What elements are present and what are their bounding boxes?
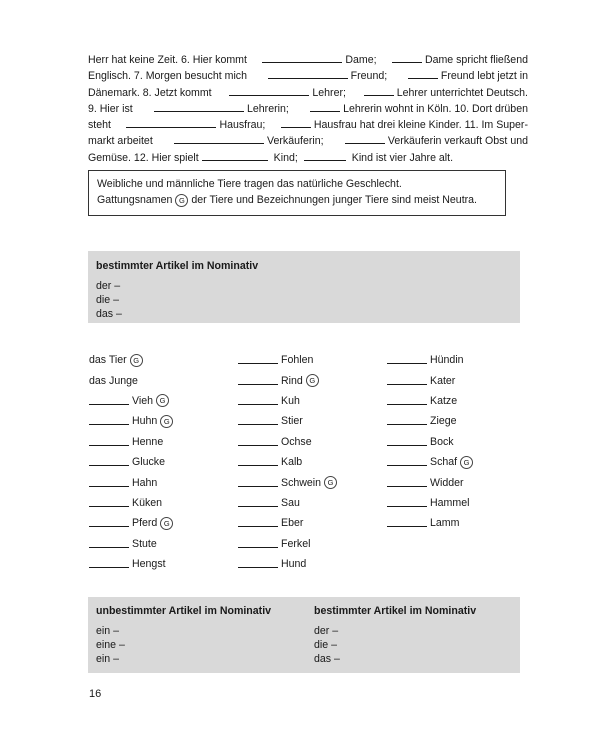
animal-item (238, 432, 340, 452)
article-blank[interactable] (89, 519, 129, 527)
animal-item (238, 493, 340, 513)
answer-blank[interactable] (304, 151, 346, 161)
article-blank[interactable] (387, 499, 427, 507)
answer-blank[interactable] (345, 134, 385, 144)
animal-item (387, 370, 476, 390)
animal-item (238, 391, 340, 411)
article-line: die – (314, 639, 337, 651)
article-blank[interactable] (387, 377, 427, 385)
animal-name: Widder (430, 476, 464, 489)
animal-item (387, 513, 476, 533)
box-heading: unbestimmter Artikel im Nominativ (96, 605, 272, 617)
animal-name: Huhn (132, 415, 158, 428)
article-blank[interactable] (89, 397, 129, 405)
article-blank[interactable] (238, 499, 278, 507)
animal-name: Eber (281, 517, 304, 530)
exercise-line: Herr hat keine Zeit. 6. Hier kommt Dame; Dame spricht fließend (88, 54, 528, 66)
answer-blank[interactable] (174, 134, 264, 144)
article-blank[interactable] (238, 417, 278, 425)
animal-item (238, 370, 340, 390)
exercise-line: Gemüse. 12. Hier spielt Kind; Kind ist vier Jahre alt. (88, 151, 454, 164)
animal-item (238, 472, 340, 492)
exercise-line: markt arbeitet Verkäuferin; Verkäuferin verkauft Obst und (88, 135, 528, 148)
answer-blank[interactable] (229, 86, 309, 96)
g-circle-icon: G (306, 374, 319, 387)
animal-list-column-2 (238, 350, 340, 574)
article-blank[interactable] (89, 499, 129, 507)
animal-name: Katze (430, 394, 458, 407)
exercise-line: steht Hausfrau; Hausfrau hat drei kleine Kinder. 11. Im Super- (88, 119, 528, 132)
answer-blank[interactable] (281, 118, 311, 128)
article-line: das – (96, 308, 122, 320)
page-number: 16 (89, 688, 102, 700)
animal-name: Pferd (132, 517, 158, 530)
g-circle-icon: G (175, 194, 188, 207)
animal-name: das Junge (89, 374, 138, 387)
answer-blank[interactable] (408, 69, 438, 79)
article-blank[interactable] (89, 417, 129, 425)
animal-item (89, 513, 176, 533)
article-blank[interactable] (238, 377, 278, 385)
answer-blank[interactable] (154, 102, 244, 112)
article-blank[interactable] (238, 479, 278, 487)
animal-name: Küken (132, 496, 163, 509)
article-line: die – (96, 294, 119, 306)
animal-item (387, 472, 476, 492)
animal-item (89, 370, 176, 390)
article-blank[interactable] (89, 479, 129, 487)
animal-item (89, 493, 176, 513)
article-blank[interactable] (387, 519, 427, 527)
animal-name: Stute (132, 537, 157, 550)
g-circle-icon: G (130, 354, 143, 367)
article-blank[interactable] (238, 560, 278, 568)
animal-item (387, 391, 476, 411)
animal-item (89, 350, 176, 370)
article-line: ein – (96, 625, 119, 637)
article-blank[interactable] (387, 458, 427, 466)
article-blank[interactable] (89, 540, 129, 548)
g-circle-icon: G (156, 394, 169, 407)
animal-item (238, 554, 340, 574)
article-blank[interactable] (387, 417, 427, 425)
animal-name: Stier (281, 415, 303, 428)
exercise-line: 9. Hier ist Lehrerin; Lehrerin wohnt in Köln. 10. Dort drüben (88, 102, 528, 115)
article-blank[interactable] (89, 458, 129, 466)
animal-name: Kater (430, 374, 456, 387)
box-heading: bestimmter Artikel im Nominativ (96, 260, 259, 272)
article-blank[interactable] (387, 397, 427, 405)
animal-name: Ochse (281, 435, 312, 448)
article-blank[interactable] (238, 438, 278, 446)
article-line: eine – (96, 639, 125, 651)
article-line: ein – (96, 653, 119, 665)
animal-name: das Tier (89, 354, 127, 367)
animal-list-column-1 (89, 350, 176, 574)
g-circle-icon: G (460, 456, 473, 469)
answer-blank[interactable] (268, 69, 348, 79)
exercise-paragraph (88, 52, 528, 166)
animal-item (238, 350, 340, 370)
article-blank[interactable] (238, 397, 278, 405)
animal-name: Hündin (430, 354, 464, 367)
animal-name: Ziege (430, 415, 457, 428)
exercise-line: Englisch. 7. Morgen besucht mich Freund; Freund lebt jetzt in (88, 70, 528, 83)
animal-item (89, 472, 176, 492)
animal-name: Hengst (132, 558, 166, 571)
article-blank[interactable] (387, 438, 427, 446)
animal-name: Rind (281, 374, 303, 387)
article-blank[interactable] (387, 479, 427, 487)
article-line: der – (96, 280, 121, 292)
animal-name: Hund (281, 558, 307, 571)
answer-blank[interactable] (126, 118, 216, 128)
animal-name: Ferkel (281, 537, 311, 550)
animal-item (387, 493, 476, 513)
exercise-line: Dänemark. 8. Jetzt kommt Lehrer; Lehrer unterrichtet Deutsch. (88, 86, 528, 99)
answer-blank[interactable] (262, 53, 342, 63)
g-circle-icon: G (160, 415, 173, 428)
animal-item (238, 411, 340, 431)
article-summary-box (88, 597, 520, 673)
g-circle-icon: G (160, 517, 173, 530)
article-blank[interactable] (89, 438, 129, 446)
animal-list-column-3 (387, 350, 476, 534)
animal-name: Schwein (281, 476, 322, 489)
animal-name: Bock (430, 435, 454, 448)
animal-name: Vieh (132, 394, 154, 407)
animal-item (89, 452, 176, 472)
animal-name: Schaf (430, 456, 458, 469)
animal-name: Sau (281, 496, 300, 509)
animal-item (89, 534, 176, 554)
animal-name: Glucke (132, 456, 165, 469)
animal-name: Kalb (281, 456, 303, 469)
animal-name: Lamm (430, 517, 460, 530)
grammar-note-box: Weibliche und männliche Tiere tragen das natürliche Geschlecht. Gattungsnamen G der Tiere und Bezeichnungen junger Tiere sind meist Neutra. (88, 170, 506, 216)
animal-name: Hammel (430, 496, 470, 509)
animal-item (238, 534, 340, 554)
box-heading: bestimmter Artikel im Nominativ (314, 605, 477, 617)
animal-name: Kuh (281, 394, 300, 407)
article-line: der – (314, 625, 339, 637)
article-blank[interactable] (89, 560, 129, 568)
animal-item (387, 432, 476, 452)
g-circle-icon: G (324, 476, 337, 489)
animal-item (89, 391, 176, 411)
answer-blank[interactable] (202, 151, 268, 161)
animal-item (238, 452, 340, 472)
answer-blank[interactable] (364, 86, 394, 96)
definite-article-box (88, 251, 520, 323)
animal-item (89, 411, 176, 431)
animal-item (387, 452, 476, 472)
animal-item (89, 554, 176, 574)
animal-item (89, 432, 176, 452)
article-blank[interactable] (238, 540, 278, 548)
animal-item (238, 513, 340, 533)
article-blank[interactable] (238, 519, 278, 527)
article-blank[interactable] (238, 458, 278, 466)
animal-name: Hahn (132, 476, 158, 489)
animal-name: Henne (132, 435, 164, 448)
article-blank[interactable] (238, 356, 278, 364)
animal-name: Fohlen (281, 354, 314, 367)
answer-blank[interactable] (310, 102, 340, 112)
article-blank[interactable] (387, 356, 427, 364)
animal-item (387, 411, 476, 431)
article-line: das – (314, 653, 340, 665)
answer-blank[interactable] (392, 53, 422, 63)
animal-item (387, 350, 476, 370)
